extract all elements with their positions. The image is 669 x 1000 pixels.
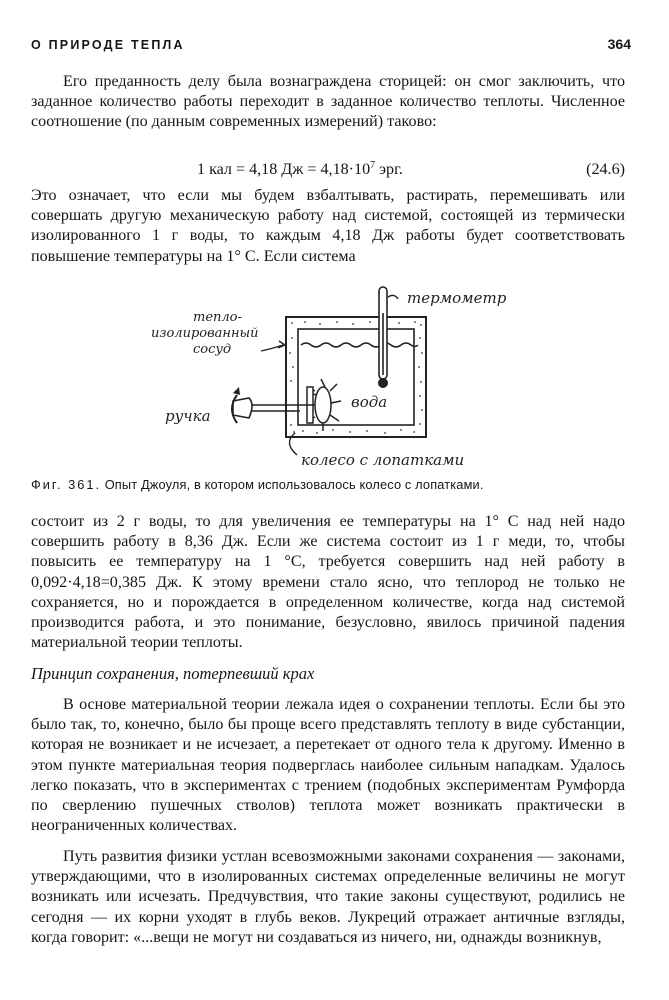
label-handle: ручка bbox=[165, 407, 211, 425]
label-thermometer: термометр bbox=[407, 289, 507, 307]
joule-experiment-figure bbox=[145, 283, 540, 473]
figure-caption-text: Опыт Джоуля, в котором использовалось колесо с лопатками. bbox=[101, 477, 484, 492]
label-vessel-line1: тепло- bbox=[193, 310, 242, 325]
section-title: Принцип сохранения, потерпевший крах bbox=[31, 664, 315, 683]
paragraph-2: Это означает, что если мы будем взбалтывать, растирать, перемешивать или совершать другую механическую работу над системой, состоящей из термически изолированного 1 г воды, то каждым 4,18 Дж работы будет соответствовать повышение температуры на 1° С. Если система bbox=[31, 187, 625, 265]
equation-formula bbox=[197, 160, 403, 180]
label-vessel-line2: изолированный bbox=[151, 326, 259, 341]
equation-unit: эрг. bbox=[375, 161, 403, 178]
figure-caption bbox=[31, 476, 631, 494]
paragraph-4: В основе материальной теории лежала идея о сохранении теплоты. Если бы это было так, то, конечно, было бы проще всего представлять теплоту в виде субстанции, которая не возникает и не исчезает, а перетекает от одного тела к другому. Именно в этом пункте материальная теория подверглась наиболее сильным нападкам. Удалось легко показать, что в экспериментах с трением (подобных экспериментам Румфорда по сверлению пушечных стволов) теплота может возникать практически в неограниченных количествах. bbox=[31, 696, 625, 835]
label-vessel-line3: сосуд bbox=[193, 342, 232, 357]
paragraph-3: состоит из 2 г воды, то для увеличения ее температуры на 1° С над ней надо совершить работу в 8,36 Дж. Если же система состоит из 1 г меди, то, чтобы повысить ее температуру на 1 °С, требуется совершить над ней работу в 0,092·4,18=0,385 Дж. К этому времени стало ясно, что теплород не только не сохраняется, но и порождается в определенном количестве, когда над системой производится работа, и это понимание, безусловно, явилось причиной падения материальной теории теплоты. bbox=[31, 513, 625, 652]
equation-exponent: 7 bbox=[370, 160, 376, 171]
handle-crank bbox=[233, 398, 252, 418]
equation-24-6 bbox=[31, 160, 625, 180]
label-wheel: колесо с лопатками bbox=[301, 451, 465, 469]
running-title: О ПРИРОДЕ ТЕПЛА bbox=[31, 38, 185, 52]
paragraph-5: Путь развития физики устлан всевозможными законами сохранения — законами, утверждающими, что в изолированных системах определенные величины не могут возникать или исчезать. Предчувствия, что такие законы существуют, родились не сегодня — их корни уходят в глубь веков. Лукреций отражает античные взгляды, когда говорит: «...вещи не могут ни создаваться из ничего, ни, однажды возникнув, bbox=[31, 848, 625, 946]
water-surface bbox=[301, 343, 418, 347]
vessel-leader-arrow bbox=[278, 341, 285, 348]
equation-lhs: 1 кал = 4,18 Дж = 4,18·10 bbox=[197, 161, 371, 178]
rotation-arrowhead bbox=[233, 387, 240, 395]
paragraph-1: Его преданность делу была вознаграждена сторицей: он смог заключить, что заданное количество работы переходит в заданное количество теплоты. Численное соотношение (по данным современных измерений) таково: bbox=[31, 73, 625, 131]
label-water: вода bbox=[351, 393, 388, 411]
thermometer-leader bbox=[388, 295, 398, 299]
thermometer-bulb bbox=[378, 378, 388, 388]
page-number: 364 bbox=[607, 36, 631, 52]
equation-number: (24.6) bbox=[586, 161, 625, 178]
figure-caption-label: Фиг. 361. bbox=[31, 477, 101, 492]
joule-apparatus-drawing bbox=[145, 283, 540, 473]
